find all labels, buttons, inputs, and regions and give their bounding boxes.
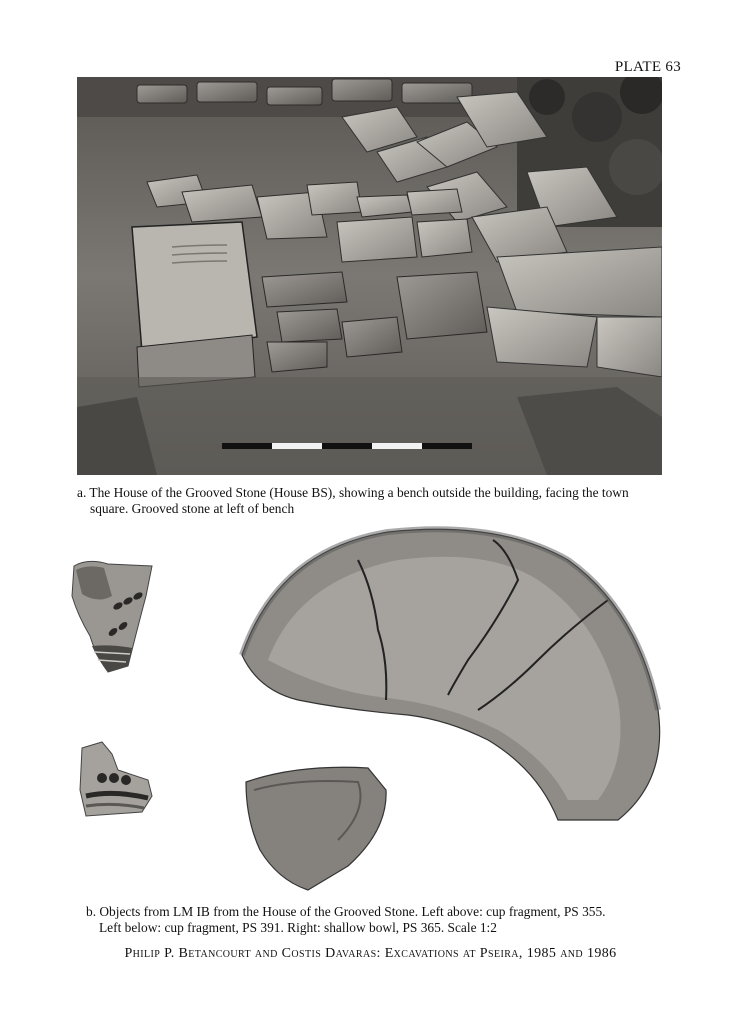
caption-b bbox=[86, 904, 676, 936]
shallow-bowl-ps365 bbox=[238, 520, 666, 900]
caption-a-line2: square. Grooved stone at left of bench bbox=[90, 501, 295, 516]
running-footer: Philip P. Betancourt and Costis Davaras: Excavations at Pseira, 1985 and 1986 bbox=[124, 946, 617, 961]
plate-number: PLATE 63 bbox=[614, 59, 681, 75]
caption-b-line1: b. Objects from LM IB from the House of the Grooved Stone. Left above: cup fragment, PS 355. bbox=[86, 904, 606, 919]
scale-bar bbox=[222, 443, 472, 449]
caption-b-line2: Left below: cup fragment, PS 391. Right: shallow bowl, PS 365. Scale 1:2 bbox=[99, 920, 497, 935]
cup-fragment-ps355 bbox=[68, 556, 156, 674]
cup-fragment-ps391 bbox=[78, 740, 156, 818]
caption-a-line1: a. The House of the Grooved Stone (House BS), showing a bench outside the building, facing the town bbox=[77, 485, 629, 500]
excavation-photo bbox=[77, 77, 662, 475]
caption-a bbox=[77, 485, 667, 517]
